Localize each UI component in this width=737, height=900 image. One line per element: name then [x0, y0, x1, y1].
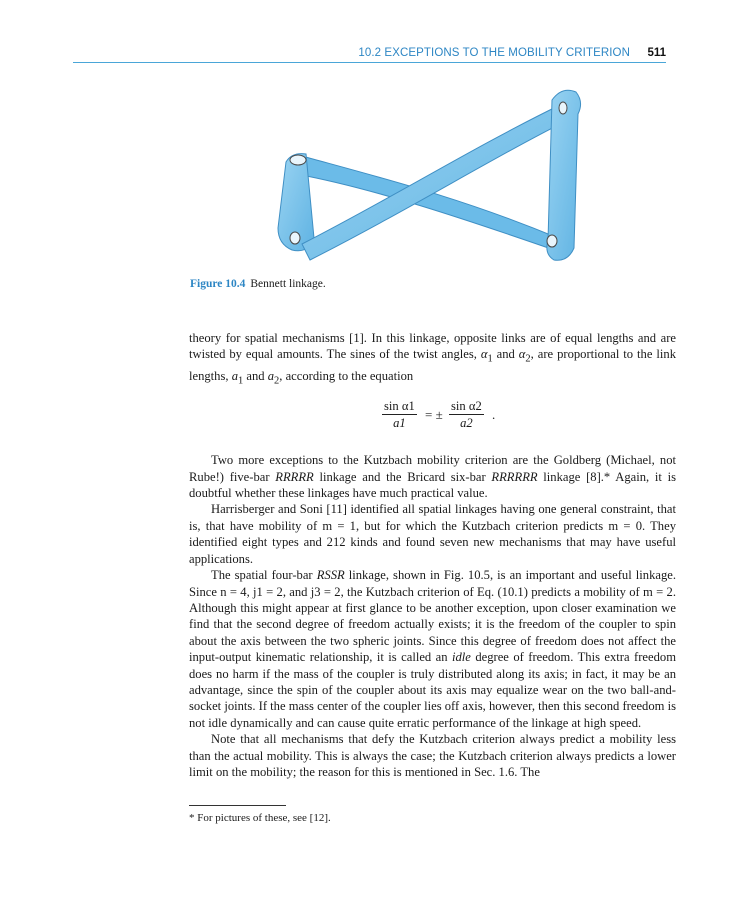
chapter-title: 10.2 EXCEPTIONS TO THE MOBILITY CRITERION [358, 47, 630, 59]
figure-caption-text: Bennett linkage. [250, 278, 326, 290]
figure-label: Figure 10.4 [190, 278, 246, 290]
paragraph-1: theory for spatial mechanisms [1]. In this linkage, opposite links are of equal lengths and are twisted by equal amounts. The sines of the twist angles, $\alpha_1$ and $\alpha_2$, are proportional to the link lengths, $a_1$ and $a_2$, according to the equation [189, 331, 676, 387]
running-header [73, 44, 666, 63]
equation: $\frac{\text{sin α1}}{a1}$ = ± $\frac{\text{sin α2}}{a2}$ . [384, 399, 496, 431]
footnote: * For pictures of these, see [12]. [189, 812, 331, 824]
paragraph-3: Harrisberger and Soni [11] identified all spatial linkages having one general constraint, that is, that have mobility of m = 1, but for which the Kutzbach criterion predicts m = 0. They identified eight types and 212 kinds and found seven new mechanisms that may have useful applications. [189, 502, 676, 566]
joint-bottom-right [547, 235, 557, 247]
joint-top-left [290, 155, 306, 165]
page-number: 511 [647, 47, 666, 59]
joint-bottom-left [290, 232, 300, 244]
footnote-rule [189, 805, 286, 806]
paragraph-4: The spatial four-bar RSSR linkage, shown in Fig. 10.5, is an important and useful linkage. Since n = 4, j1 = 2, and j3 = 2, the Kutzbach criterion of Eq. (10.1) predicts a mobility of m = 2. Although this might appear at first glance to be another exception, upon closer examination we find that the second degree of freedom actually exists; it is the freedom of the coupler to spin about the axis between the two spheric joints. Since this degree of freedom does not affect the input-output kinematic relationship, it is called an idle degree of freedom. This extra freedom does no harm if the mass of the coupler is truly distributed along its axis; in fact, it may be an advantage, since the spin of the coupler about its axis may equalize wear on the two ball-and-socket joints. If the mass center of the coupler lies off axis, however, then this second freedom is not idle dynamically and can cause quite erratic performance of the linkage at high speed. [189, 568, 676, 730]
joint-top-right [559, 102, 567, 114]
equation-operator: = ± [425, 407, 443, 423]
paragraph-2: Two more exceptions to the Kutzbach mobility criterion are the Goldberg (Michael, not Rube!) five-bar RRRRR linkage and the Bricard six-bar RRRRRR linkage [8].* Again, it is doubtful whether these linkages have much practical value. [189, 453, 677, 501]
figure-caption [190, 278, 326, 290]
bennett-linkage-figure [262, 78, 584, 268]
paragraph-5: Note that all mechanisms that defy the Kutzbach criterion always predict a mobility less than the actual mobility. This is always the case; the Kutzbach criterion always predicts a lower limit on the mobility; the reason for this is mentioned in Sec. 1.6. The [189, 732, 676, 779]
equation-left-fraction: $\frac{\text{sin α1}}{a1}$ [384, 399, 415, 431]
body-text [189, 330, 676, 780]
equation-right-fraction: $\frac{\text{sin α2}}{a2}$ [451, 399, 482, 431]
